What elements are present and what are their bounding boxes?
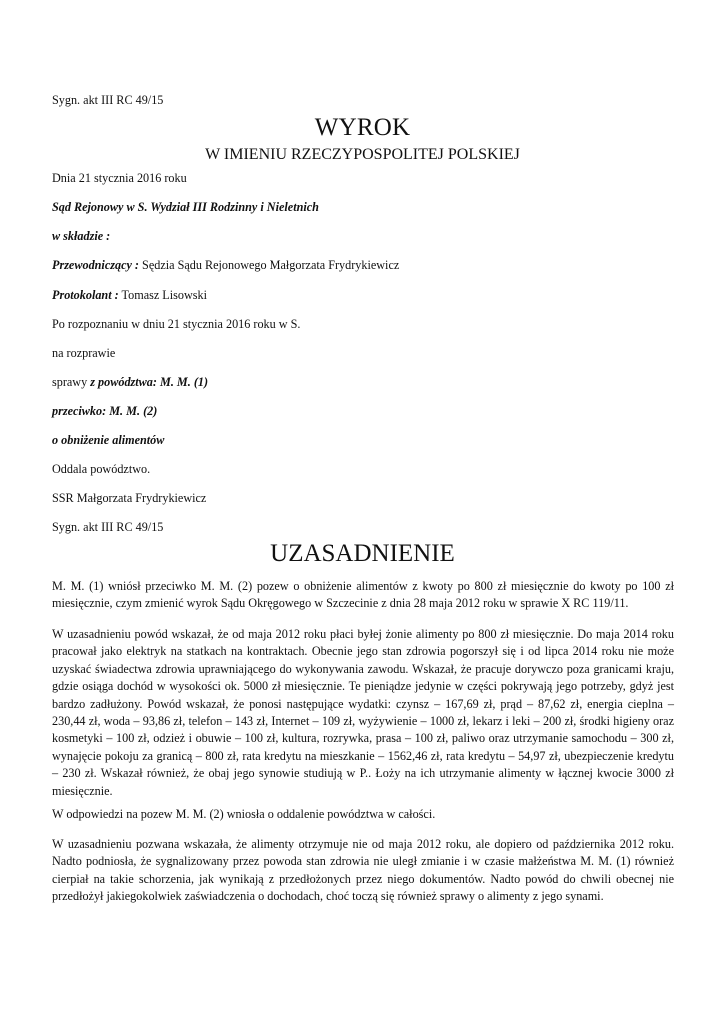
clerk-label: Protokolant : <box>52 288 119 302</box>
judgment-title: WYROK <box>314 114 411 141</box>
justification-paragraph-1: M. M. (1) wniósł przeciwko M. M. (2) pozew o obniżenie alimentów z kwoty po 800 zł miesięcznie do kwoty po 100 zł miesięcznie, czym zmienić wyrok Sądu Okręgowego w Szczecinie z dnia 28 maja 2012 roku w sprawie X RC 119/11. <box>52 579 674 611</box>
plaintiff-line <box>52 375 208 390</box>
case-signature-top: Sygn. akt III RC 49/15 <box>52 93 164 107</box>
case-prefix: sprawy <box>52 375 91 389</box>
judge-signature: SSR Małgorzata Frydrykiewicz <box>52 491 207 505</box>
hearing-line: Po rozpoznaniu w dniu 21 stycznia 2016 roku w S. <box>52 317 301 331</box>
justification-paragraph-4: W uzasadnieniu pozwana wskazała, że alimenty otrzymuje nie od maja 2012 roku, ale dopiero od października 2012 roku. Nadto podniosła, że sygnalizowany przez powoda stan zdrowia nie uległ zmianie i w czasie małżeństwa M. M. (1) również cierpiał na takie schorzenia, jak wynikają z przedłożonych przez niego dokumentów. Nadto powód do chwili obecnej nie przedłożył jakiegokolwiek zaświadczenia o dochodach, choć toczą się również sprawy o alimenty z jego synami. <box>52 837 674 904</box>
chair-value: Sędzia Sądu Rejonowego Małgorzata Frydrykiewicz <box>139 258 400 272</box>
justification-title: UZASADNIENIE <box>270 540 455 567</box>
defendant-line: przeciwko: M. M. (2) <box>52 404 158 418</box>
case-subject: o obniżenie alimentów <box>52 433 165 447</box>
composition-label: w składzie : <box>52 229 111 243</box>
clerk-line <box>52 288 207 303</box>
ruling-text: Oddala powództwo. <box>52 462 151 476</box>
justification-paragraph-2: W uzasadnieniu powód wskazał, że od maja 2012 roku płaci byłej żonie alimenty po 800 zł miesięcznie. Do maja 2014 roku pracował jako elektryk na statkach na kontraktach. Obecnie jego stan zdrowia pogorszył się i od lipca 2014 roku nie może uzyskać świadectwa zdrowia uprawniającego do wykonywania zawodu. Wskazał, że pracuje dorywczo poza granicami kraju, gdzie osiąga dochód w wysokości ok. 5000 zł miesięcznie. Te pieniądze jedynie w części pokrywają jego potrzeby, gdyż jest bardzo zadłużony. Powód wskazał, że ponosi następujące wydatki: czynsz – 167,69 zł, prąd – 87,62 zł, energia cieplna – 230,44 zł, woda – 93,86 zł, telefon – 143 zł, Internet – 109 zł, wyżywienie – 1000 zł, lekarz i leki – 200 zł, środki higieny oraz kosmetyki – 100 zł, odzież i obuwie – 100 zł, kultura, rozrywka, prasa – 100 zł, paliwo oraz utrzymanie samochodu – 300 zł, wynajęcie pokoju za granicą – 800 zł, rata kredytu na mieszkanie – 1562,46 zł, rata kredytu – 54,97 zł, ubezpieczenie kredytu – 230 zł. Wskazał również, że obaj jego synowie studiują w P.. Łoży na ich utrzymanie alimenty w łącznej kwocie 3000 zł miesięcznie. <box>52 627 674 798</box>
judgment-subtitle: W IMIENIU RZECZYPOSPOLITEJ POLSKIEJ <box>205 146 520 163</box>
plaintiff: z powództwa: M. M. (1) <box>90 375 209 389</box>
clerk-value: Tomasz Lisowski <box>118 288 207 302</box>
judgment-date: Dnia 21 stycznia 2016 roku <box>52 171 187 185</box>
court-name: Sąd Rejonowy w S. Wydział III Rodzinny i Nieletnich <box>52 200 319 214</box>
on-trial-line: na rozprawie <box>52 346 116 360</box>
justification-paragraph-3: W odpowiedzi na pozew M. M. (2) wniosła o oddalenie powództwa w całości. <box>52 807 436 821</box>
chair-label: Przewodniczący : <box>52 258 139 272</box>
chair-line <box>52 258 399 273</box>
case-signature-bottom: Sygn. akt III RC 49/15 <box>52 520 164 534</box>
